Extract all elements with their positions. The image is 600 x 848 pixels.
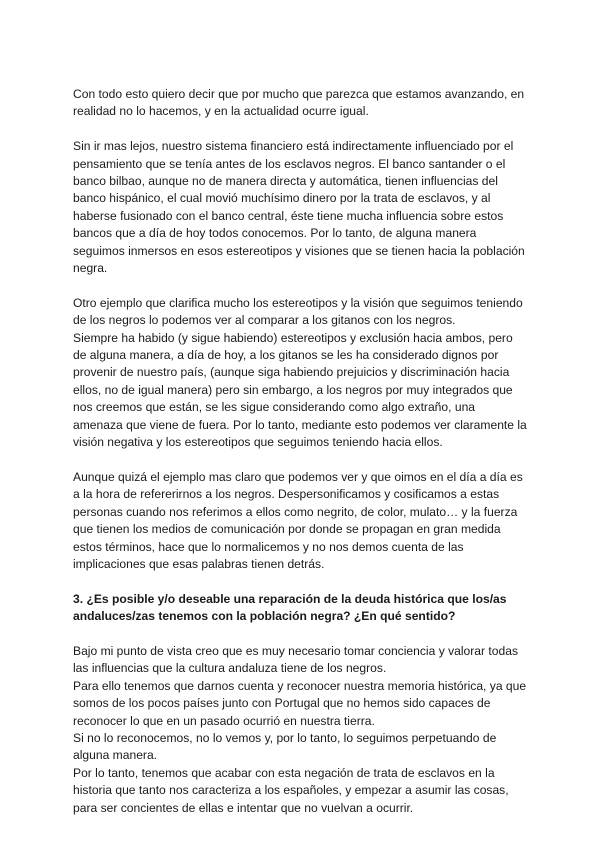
text-line: haberse fusionado con el banco central, éste tiene mucha influencia sobre estos [73, 208, 504, 223]
text-line: ellos, no de igual manera) pero sin embargo, a los negros por muy integrados que [73, 382, 513, 397]
text-line: somos de los pocos países junto con Portugal que no hemos sido capaces de [73, 696, 491, 711]
text-line: historia que tanto nos caracteriza a los españoles, y empezar a asumir las cosas, [73, 783, 509, 798]
text-line: personas cuando nos referimos a ellos como negrito, de color, mulato… y la fuerza [73, 504, 518, 519]
text-line: Si no lo reconocemos, no lo vemos y, por lo tanto, lo seguimos perpetuando de [73, 730, 497, 745]
body-paragraph [73, 469, 533, 573]
text-line: banco bilbao, aunque no de manera directa y automática, tienen influencias del [73, 174, 498, 189]
text-line: nos creemos que están, se les sigue considerando como algo extraño, una [73, 400, 476, 415]
text-line: Bajo mi punto de vista creo que es muy necesario tomar conciencia y valorar todas [73, 643, 519, 658]
body-paragraph [73, 295, 533, 452]
text-line: Otro ejemplo que clarifica mucho los estereotipos y la visión que seguimos teniendo [73, 295, 523, 310]
text-line: andaluces/zas tenemos con la población negra? ¿En qué sentido? [73, 609, 456, 624]
text-line: Por lo tanto, tenemos que acabar con esta negación de trata de esclavos en la [73, 765, 495, 780]
text-line: reconocer lo que en un pasado ocurrió en nuestra tierra. [73, 713, 375, 728]
answer-paragraph [73, 643, 533, 817]
section-heading [73, 591, 533, 626]
text-line: 3. ¿Es posible y/o deseable una reparación de la deuda histórica que los/as [73, 591, 507, 606]
text-line: negra. [73, 261, 108, 276]
text-line: realidad no lo hacemos, y en la actualidad ocurre igual. [73, 104, 369, 119]
text-line: Siempre ha habido (y sigue habiendo) estereotipos y exclusión hacia ambos, pero [73, 330, 513, 345]
text-line: de los negros lo podemos ver al comparar a los gitanos con los negros. [73, 313, 456, 328]
text-line: banco hispánico, el cual movió muchísimo dinero por la trata de esclavos, y al [73, 191, 491, 206]
paragraph-group [73, 86, 533, 573]
text-line: amenaza que viene de fuera. Por lo tanto, mediante esto podemos ver claramente la [73, 417, 527, 432]
text-line: Sin ir mas lejos, nuestro sistema financiero está indirectamente influenciado por el [73, 139, 514, 154]
document-body [73, 86, 533, 834]
text-line: estos términos, hace que lo normalicemos y no nos demos cuenta de las [73, 539, 464, 554]
body-paragraph [73, 86, 533, 121]
text-line: Con todo esto quiero decir que por mucho que parezca que estamos avanzando, en [73, 87, 525, 101]
text-line: visión negativa y los estereotipos que seguimos teniendo hacia ellos. [73, 435, 443, 450]
text-line: pensamiento que se tenía antes de los esclavos negros. El banco santander o el [73, 156, 506, 171]
text-line: para ser concientes de ellas e intentar que no vuelvan a ocurrir. [73, 800, 414, 815]
text-line: a la hora de refererirnos a los negros. Despersonificamos y cosificamos a estas [73, 487, 500, 502]
text-line: Para ello tenemos que darnos cuenta y reconocer nuestra memoria histórica, ya que [73, 678, 527, 693]
text-line: Aunque quizá el ejemplo mas claro que podemos ver y que oimos en el día a día es [73, 469, 523, 484]
body-paragraph [73, 138, 533, 277]
text-line: implicaciones que esas palabras tienen detrás. [73, 556, 325, 571]
text-line: provenir de nuestro país, (aunque siga habiendo prejuicios y discriminación hacia [73, 365, 510, 380]
text-line: las influencias que la cultura andaluza tiene de los negros. [73, 661, 387, 676]
text-line: alguna manera. [73, 748, 158, 763]
text-line: que tienen los medios de comunicación por donde se propagan en gran medida [73, 522, 501, 537]
text-line: bancos que a día de hoy todos conocemos. Por lo tanto, de alguna manera [73, 226, 477, 241]
text-line: de alguna manera, a día de hoy, a los gitanos se les ha considerado dignos por [73, 348, 499, 363]
text-line: seguimos inmersos en esos estereotipos y visiones que se tienen hacia la población [73, 243, 525, 258]
